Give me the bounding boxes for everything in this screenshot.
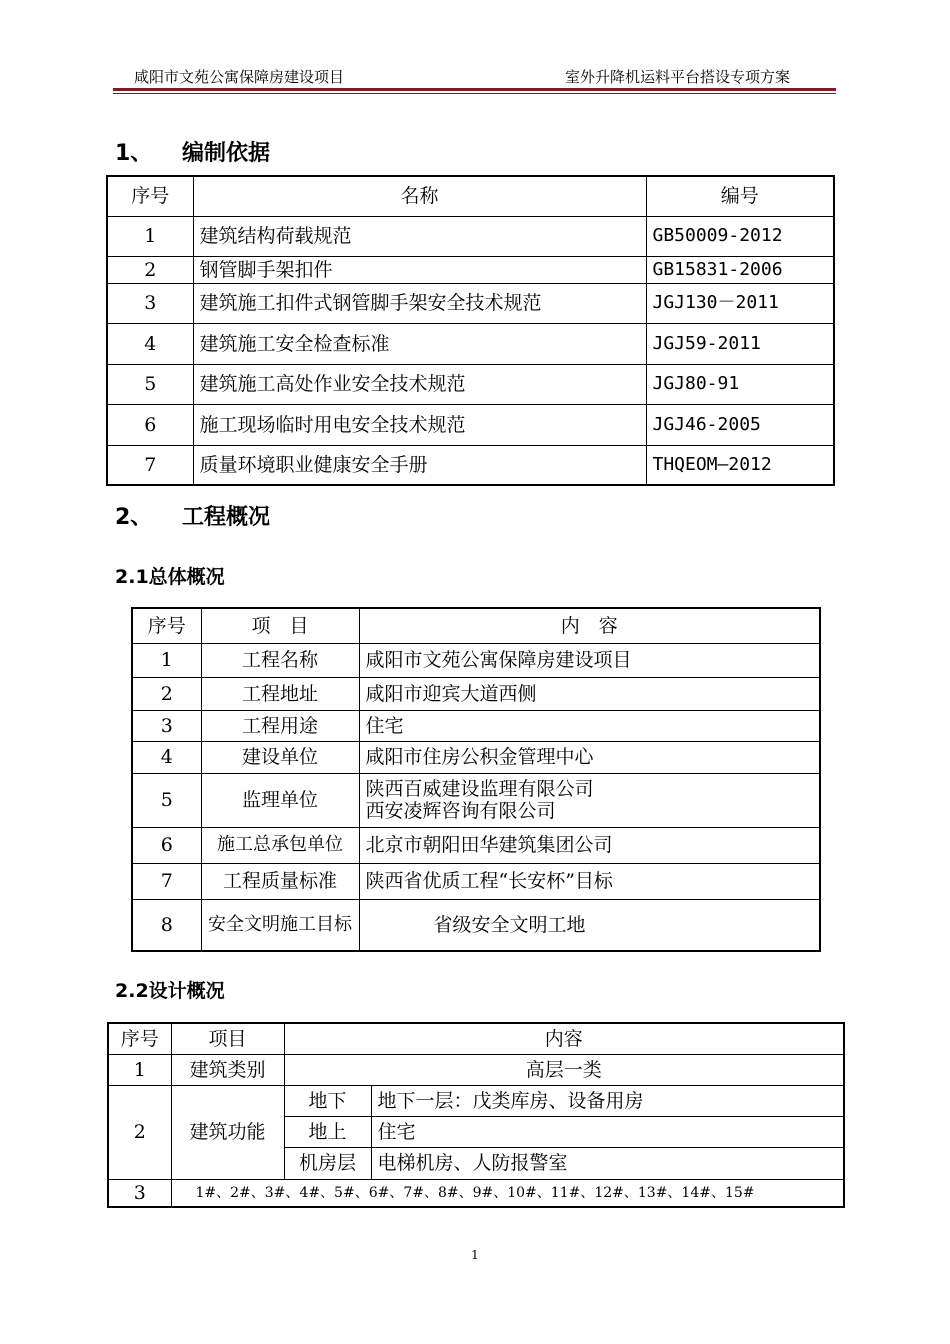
row-content: 北京市朝阳田华建筑集团公司 bbox=[359, 827, 820, 863]
row-item: 建设单位 bbox=[201, 741, 359, 773]
row-content: 陕西省优质工程“长安杯”目标 bbox=[359, 863, 820, 899]
table-row bbox=[107, 283, 834, 323]
row-code: THQEOM—2012 bbox=[646, 445, 834, 485]
row-name: 质量环境职业健康安全手册 bbox=[193, 445, 646, 485]
row-content: 省级安全文明工地 bbox=[359, 899, 820, 951]
row-item: 工程名称 bbox=[201, 643, 359, 677]
row-subvalue: 住宅 bbox=[371, 1116, 844, 1147]
table-row bbox=[107, 216, 834, 256]
table-row bbox=[132, 741, 820, 773]
header-rule bbox=[113, 88, 836, 91]
table-row bbox=[107, 364, 834, 404]
row-sublabel: 地上 bbox=[284, 1116, 371, 1147]
subsection-2-2-heading: 2.2设计概况 bbox=[115, 980, 225, 1002]
row-content: 1#、2#、3#、4#、5#、6#、7#、8#、9#、10#、11#、12#、13#、14#、15# bbox=[171, 1179, 844, 1207]
row-item: 施工总承包单位 bbox=[201, 827, 359, 863]
design-table bbox=[107, 1022, 845, 1208]
row-no: 4 bbox=[107, 323, 193, 364]
row-content: 高层一类 bbox=[284, 1054, 844, 1085]
table-row bbox=[107, 404, 834, 445]
col-header-name: 名称 bbox=[193, 176, 646, 216]
row-no: 1 bbox=[108, 1054, 171, 1085]
row-no: 2 bbox=[108, 1085, 171, 1179]
row-subvalue: 地下一层：戊类库房、设备用房 bbox=[371, 1085, 844, 1116]
table-row bbox=[132, 677, 820, 710]
col-header-content: 内 容 bbox=[359, 608, 820, 643]
row-content: 住宅 bbox=[359, 710, 820, 741]
row-item: 监理单位 bbox=[201, 773, 359, 827]
table-row bbox=[132, 899, 820, 951]
section-number: 2、 bbox=[115, 505, 153, 530]
col-header-code: 编号 bbox=[646, 176, 834, 216]
row-no: 6 bbox=[107, 404, 193, 445]
overview-table bbox=[131, 607, 821, 952]
row-item: 工程用途 bbox=[201, 710, 359, 741]
row-code: GB15831-2006 bbox=[646, 256, 834, 283]
row-name: 建筑施工扣件式钢管脚手架安全技术规范 bbox=[193, 283, 646, 323]
col-header-item: 项目 bbox=[171, 1023, 284, 1054]
table-row bbox=[132, 827, 820, 863]
header-rule-thin bbox=[113, 93, 836, 94]
table-row bbox=[108, 1085, 844, 1116]
row-name: 钢管脚手架扣件 bbox=[193, 256, 646, 283]
row-content: 咸阳市住房公积金管理中心 bbox=[359, 741, 820, 773]
row-item: 建筑功能 bbox=[171, 1085, 284, 1179]
header-right: 室外升降机运料平台搭设专项方案 bbox=[565, 68, 791, 86]
table-row bbox=[108, 1179, 844, 1207]
row-no: 1 bbox=[107, 216, 193, 256]
row-sublabel: 机房层 bbox=[284, 1147, 371, 1179]
row-no: 3 bbox=[132, 710, 201, 741]
row-content-multiline bbox=[359, 773, 820, 827]
table-header-row bbox=[107, 176, 834, 216]
row-no: 5 bbox=[132, 773, 201, 827]
row-no: 2 bbox=[107, 256, 193, 283]
row-subvalue: 电梯机房、人防报警室 bbox=[371, 1147, 844, 1179]
table-row bbox=[132, 710, 820, 741]
table-row bbox=[107, 323, 834, 364]
col-header-no: 序号 bbox=[107, 176, 193, 216]
row-code: JGJ46-2005 bbox=[646, 404, 834, 445]
row-item: 安全文明施工目标 bbox=[201, 899, 359, 951]
col-header-no: 序号 bbox=[108, 1023, 171, 1054]
row-no: 5 bbox=[107, 364, 193, 404]
section-title: 编制依据 bbox=[182, 141, 271, 166]
col-header-no: 序号 bbox=[132, 608, 201, 643]
row-no: 3 bbox=[108, 1179, 171, 1207]
page-number: 1 bbox=[471, 1248, 479, 1262]
row-name: 施工现场临时用电安全技术规范 bbox=[193, 404, 646, 445]
table-header-row bbox=[108, 1023, 844, 1054]
basis-table bbox=[106, 175, 835, 486]
row-item: 建筑类别 bbox=[171, 1054, 284, 1085]
row-no: 7 bbox=[107, 445, 193, 485]
row-content-line-2: 西安凌辉咨询有限公司 bbox=[365, 800, 556, 822]
row-code: JGJ59-2011 bbox=[646, 323, 834, 364]
row-no: 2 bbox=[132, 677, 201, 710]
row-no: 6 bbox=[132, 827, 201, 863]
row-name: 建筑施工安全检查标准 bbox=[193, 323, 646, 364]
row-name: 建筑施工高处作业安全技术规范 bbox=[193, 364, 646, 404]
subsection-2-1-heading: 2.1总体概况 bbox=[115, 566, 225, 588]
row-code: GB50009-2012 bbox=[646, 216, 834, 256]
row-no: 8 bbox=[132, 899, 201, 951]
table-row bbox=[107, 445, 834, 485]
row-no: 3 bbox=[107, 283, 193, 323]
row-no: 1 bbox=[132, 643, 201, 677]
header-left: 咸阳市文苑公寓保障房建设项目 bbox=[134, 68, 345, 86]
row-code: JGJ80-91 bbox=[646, 364, 834, 404]
row-item: 工程地址 bbox=[201, 677, 359, 710]
row-no: 7 bbox=[132, 863, 201, 899]
row-content: 咸阳市迎宾大道西侧 bbox=[359, 677, 820, 710]
section-number: 1、 bbox=[115, 141, 153, 166]
col-header-item: 项 目 bbox=[201, 608, 359, 643]
section-title: 工程概况 bbox=[182, 505, 271, 530]
table-row bbox=[132, 773, 820, 827]
table-row bbox=[132, 863, 820, 899]
table-row bbox=[132, 643, 820, 677]
table-row bbox=[107, 256, 834, 283]
col-header-content: 内容 bbox=[284, 1023, 844, 1054]
row-code: JGJ130－2011 bbox=[646, 283, 834, 323]
row-no: 4 bbox=[132, 741, 201, 773]
row-content: 咸阳市文苑公寓保障房建设项目 bbox=[359, 643, 820, 677]
table-header-row bbox=[132, 608, 820, 643]
row-name: 建筑结构荷载规范 bbox=[193, 216, 646, 256]
table-row bbox=[108, 1054, 844, 1085]
row-item: 工程质量标准 bbox=[201, 863, 359, 899]
row-sublabel: 地下 bbox=[284, 1085, 371, 1116]
row-content-line-1: 陕西百威建设监理有限公司 bbox=[365, 778, 594, 800]
